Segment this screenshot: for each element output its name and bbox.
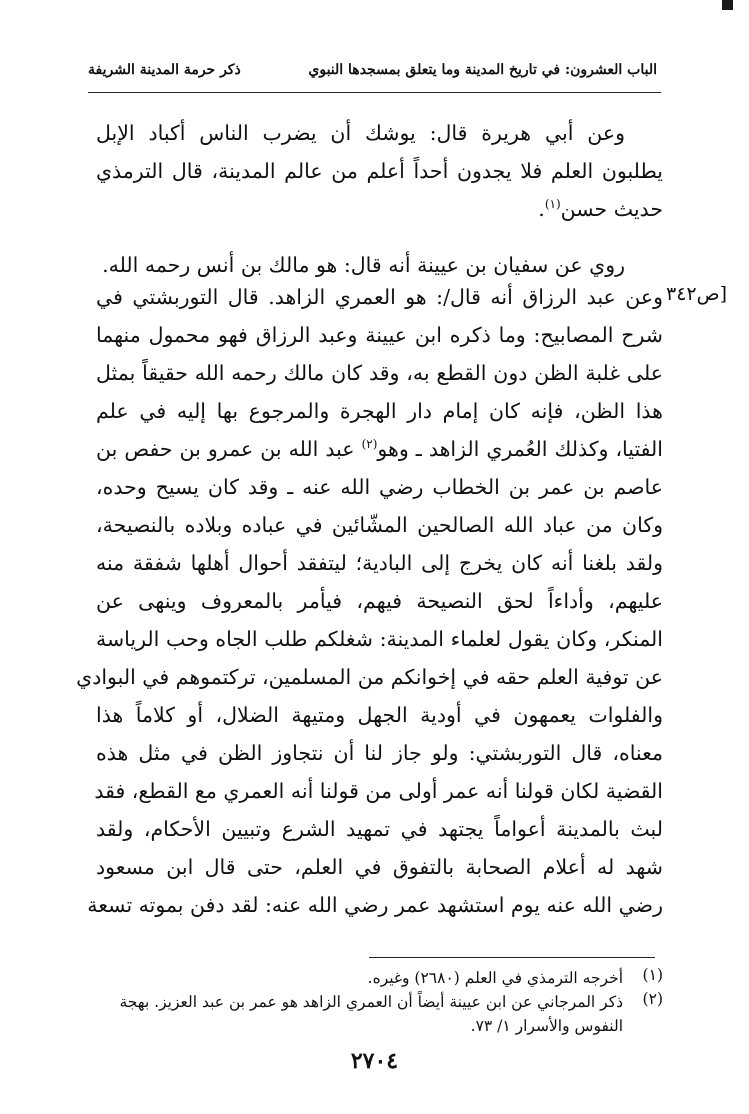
text-line: الفتيا، وكذلك العُمري الزاهد ـ وهو$^{(٢)}$ عبد الله بن عمرو بن حفص بن	[96, 437, 663, 461]
text-line: عاصم بن عمر بن الخطاب رضي الله عنه ـ وقد كان يسيح وحده،	[96, 475, 663, 499]
footnote-number: (١)	[642, 966, 663, 984]
footnote-rule	[369, 957, 655, 958]
text-line: شرح المصابيح: وما ذكره ابن عيينة وعبد الرزاق فهو محمول منهما	[96, 323, 663, 347]
scan-corner-mark	[722, 0, 733, 10]
footnote-number: (٢)	[642, 990, 663, 1008]
text-line: شهد له أعلام الصحابة بالتفوق في العلم، حتى قال ابن مسعود	[96, 855, 663, 879]
footnote-line: أخرجه الترمذي في العلم (٢٦٨٠) وغيره.	[367, 969, 623, 987]
footnote-1	[96, 966, 663, 990]
text-line: معناه، قال التوربشتي: ولو جاز لنا أن نتجاوز الظن في مثل هذه	[96, 741, 663, 765]
text-line: يطلبون العلم فلا يجدون أحداً أعلم من عالم المدينة، قال الترمذي	[96, 159, 663, 183]
paragraph-3	[76, 278, 663, 924]
text-line: ولقد بلغنا أنه كان يخرج إلى البادية؛ ليتفقد أحوال أهلها شفقة منه	[96, 551, 663, 575]
text-line: رضي الله عنه يوم استشهد عمر رضي الله عنه: لقد دفن بموته تسعة	[87, 893, 663, 917]
text-line: على غلبة الظن دون القطع به، وقد كان مالك رحمه الله حقيقاً بمثل	[96, 361, 663, 385]
footnote-reference[interactable]: (٢)	[361, 437, 378, 452]
text-line: وعن عبد الرزاق أنه قال/: هو العمري الزاهد. قال التوربشتي في	[96, 285, 663, 309]
marginal-page-reference: [ص٣٤٢	[666, 283, 728, 305]
footnotes	[96, 966, 663, 1038]
text-line: وعن أبي هريرة قال: يوشك أن يضرب الناس أكباد الإبل	[96, 121, 625, 145]
text-line: حديث حسن$^{(١)}$.	[538, 197, 663, 221]
text-line: لبث بالمدينة أعواماً يجتهد في تمهيد الشرع وتبيين الأحكام، ولقد	[96, 817, 663, 841]
text-line: عليهم، وأداءاً لحق النصيحة فيهم، فيأمر بالمعروف وينهى عن	[96, 589, 663, 613]
text-line: القضية لكان قولنا أنه عمر أولى من قولنا أنه العمري مع القطع، فقد	[94, 779, 663, 803]
page-number: ٢٧٠٤	[350, 1048, 399, 1074]
text-line: عن توفية العلم حقه في إخوانكم من المسلمين، تركتموهم في البوادي	[76, 665, 663, 689]
chapter-title: الباب العشرون: في تاريخ المدينة وما يتعلق بمسجدها النبوي	[308, 62, 657, 78]
text-line: وكان من عباد الله الصالحين المشّائين في عباده وبلاده بالنصيحة،	[96, 513, 663, 537]
header-rule	[88, 92, 661, 93]
running-header	[88, 56, 657, 90]
section-title: ذكر حرمة المدينة الشريفة	[88, 62, 241, 78]
footnote-reference[interactable]: (١)	[544, 197, 561, 212]
footnote-2	[96, 990, 663, 1038]
text-line: هذا الظن، فإنه كان إمام دار الهجرة والمرجوع بها إليه في علم	[96, 399, 663, 423]
footnote-line: النفوس والأسرار ١/ ٧٣.	[470, 1017, 623, 1035]
text-line: المنكر، وكان يقول لعلماء المدينة: شغلكم طلب الجاه وحب الرياسة	[96, 627, 663, 651]
paragraph-1	[96, 114, 663, 228]
text-line: روي عن سفيان بن عيينة أنه قال: هو مالك بن أنس رحمه الله.	[102, 253, 625, 277]
footnote-line: ذكر المرجاني عن ابن عيينة أيضاً أن العمري الزاهد هو عمر بن عبد العزيز. بهجة	[119, 993, 623, 1011]
text-line: والفلوات يعمهون في أودية الجهل ومتيهة الضلال، أو كلاماً هذا	[96, 703, 663, 727]
